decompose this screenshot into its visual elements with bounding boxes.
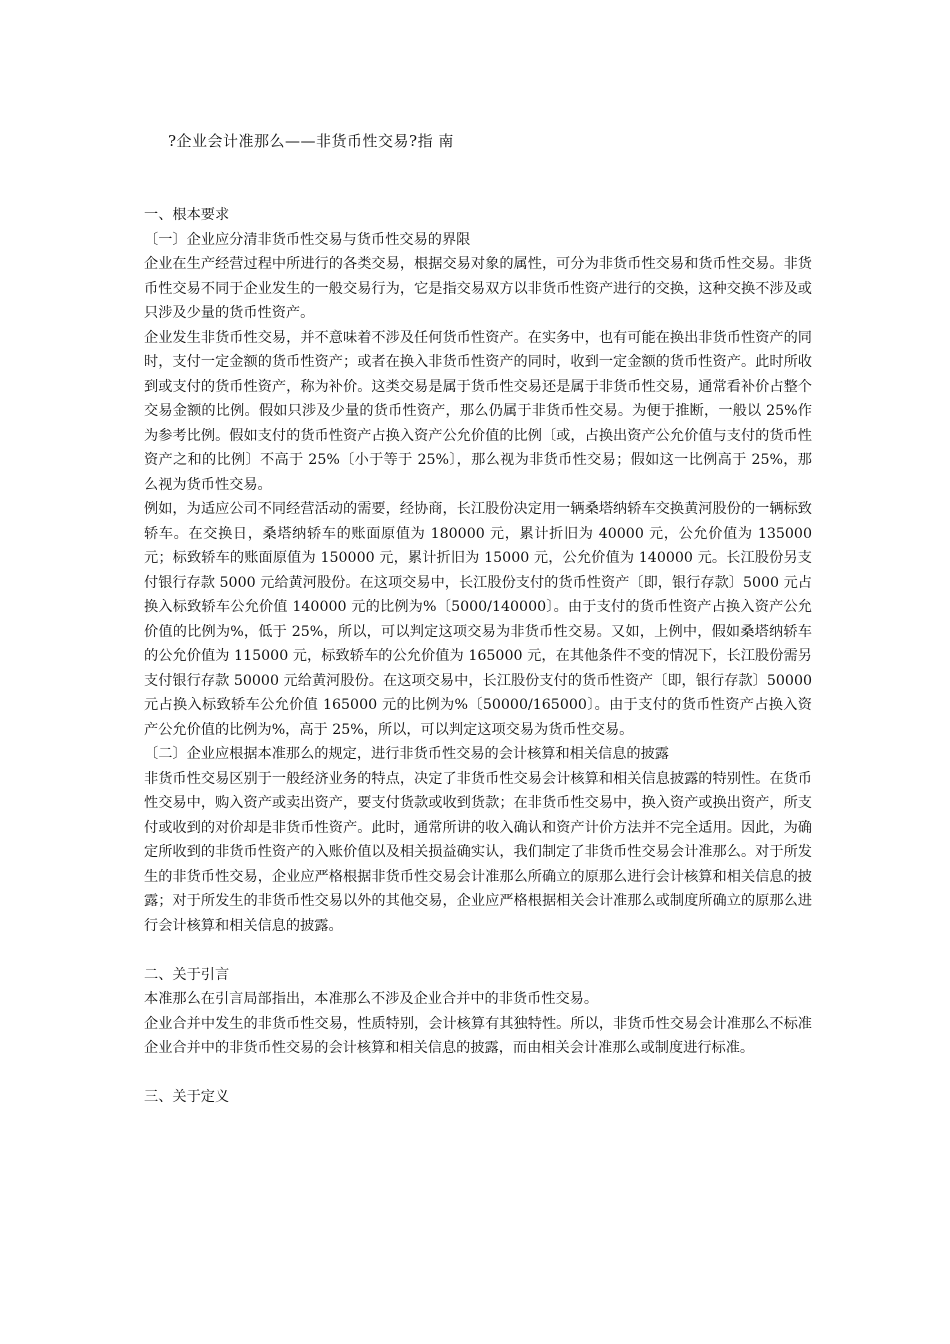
- subsection-heading: 〔二〕企业应根据本准那么的规定，进行非货币性交易的会计核算和相关信息的披露: [144, 746, 669, 762]
- paragraph: 非货币性交易区别于一般经济业务的特点，决定了非货币性交易会计核算和相关信息披露的特别性。在货币性交易中，购入资产或卖出资产，要支付货款或收到货款；在非货币性交易中，换入资产或换出资产，所支付或收到的对价却是非货币性资产。此时，通常所讲的收入确认和资产计价方法并不完全适用。因此，为确定所收到的非货币性资产的入账价值以及相关损益确实认，我们制定了非货币性交易会计准那么。对于所发生的非货币性交易，企业应严格根据非货币性交易会计准那么所确立的原那么进行会计核算和相关信息的披露；对于所发生的非货币性交易以外的其他交易，企业应严格根据相关会计准那么或制度所确立的原那么进行会计核算和相关信息的披露。: [144, 770, 812, 934]
- paragraph: 本准那么在引言局部指出，本准那么不涉及企业合并中的非货币性交易。: [144, 991, 599, 1007]
- paragraph: 企业在生产经营过程中所进行的各类交易，根据交易对象的属性，可分为非货币性交易和货币性交易。非货币性交易不同于企业发生的一般交易行为，它是指交易双方以非货币性资产进行的交换，这种交换不涉及或只涉及少量的货币性资产。: [144, 256, 812, 321]
- section-heading: 三、关于定义: [144, 1089, 230, 1105]
- section-heading: 二、关于引言: [144, 966, 230, 983]
- section-spacer: [144, 1061, 812, 1086]
- subsection-heading: 〔一〕企业应分清非货币性交易与货币性交易的界限: [144, 231, 471, 248]
- section-heading: 一、根本要求: [144, 207, 230, 223]
- paragraph: 企业发生非货币性交易，并不意味着不涉及任何货币性资产。在实务中，也有可能在换出非货币性资产的同时，支付一定金额的货币性资产；或者在换入非货币性资产的同时，收到一定金额的货币性资产。此时所收到或支付的货币性资产，称为补价。这类交易是属于货币性交易还是属于非货币性交易，通常看补价占整个交易金额的比例。假如只涉及少量的货币性资产，那么仍属于非货币性交易。为便于推断，一般以 25%作为参考比例。假如支付的货币性资产占换入资产公允价值的比例〔或，占换出资产公允价值与支付的货币性资产之和的比例〕不高于 25%〔小于等于 25%〕，那么视为非货币性交易；假如这一比例高于 25%，那么视为货币性交易。: [144, 329, 812, 493]
- paragraph: 例如，为适应公司不同经营活动的需要，经协商，长江股份决定用一辆桑塔纳轿车交换黄河股份的一辆标致轿车。在交换日，桑塔纳轿车的账面原值为 180000 元，累计折旧为 40000 元，公允价值为 135000 元；标致轿车的账面原值为 150000 元，累计折旧为 15000 元，公允价值为 140000 元。长江股份另支付银行存款 5000 元给黄河股份。在这项交易中，长江股份支付的货币性资产〔即，银行存款〕5000 元占换入标致轿车公允价值 140000 元的比例为%〔5000/140000〕。由于支付的货币性资产占换入资产公允价值的比例为%，低于 25%，所以，可以判定这项交易为非货币性交易。又如，上例中，假如桑塔纳轿车的公允价值为 115000 元，标致轿车的公允价值为 165000 元，在其他条件不变的情况下，长江股份需另支付银行存款 50000 元给黄河股份。在这项交易中，长江股份支付的货币性资产〔即，银行存款〕50000 元占换入标致轿车公允价值 165000 元的比例为%〔50000/165000〕。由于支付的货币性资产占换入资产公允价值的比例为%，高于 25%，所以，可以判定这项交易为货币性交易。: [144, 501, 812, 738]
- document-body: [144, 203, 812, 1110]
- paragraph: 企业合并中发生的非货币性交易，性质特别，会计核算有其独特性。所以，非货币性交易会计准那么不标准企业合并中的非货币性交易的会计核算和相关信息的披露，而由相关会计准那么或制度进行标准。: [144, 1015, 812, 1056]
- section-spacer: [144, 938, 812, 963]
- document-title: ?企业会计准那么——非货币性交易?指 南: [168, 132, 454, 150]
